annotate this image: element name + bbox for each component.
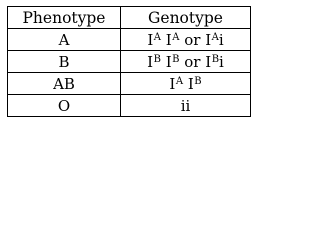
header-row [8,7,251,29]
phenotype-cell: O [8,95,121,117]
allele-symbol: $I^A$ [205,30,219,49]
genotype-text: i [219,52,224,71]
table-row [8,51,251,73]
phenotype-cell: B [8,51,121,73]
blood-type-table [7,6,251,117]
genotype-cell [121,73,251,95]
allele-symbol: $I^B$ [165,52,180,71]
genotype-text [161,53,166,71]
genotype-text: or [179,30,206,49]
allele-superscript: A [175,75,184,87]
phenotype-cell: A [8,29,121,51]
genotype-text: i [218,30,224,49]
genotype-formula [181,98,191,114]
genotype-cell [121,29,251,51]
genotype-cell [121,51,251,73]
header-genotype: Genotype [121,7,251,29]
table-body [8,29,251,117]
table-row [8,73,251,95]
genotype-formula [169,76,201,92]
allele-superscript: B [194,75,202,87]
table-row [8,29,251,51]
allele-superscript: B [172,53,180,65]
allele-symbol: $I^B$ [187,74,202,93]
allele-symbol: $I^A$ [169,74,184,93]
phenotype-cell: AB [8,73,121,95]
genotype-text: ii [180,96,191,115]
genotype-text: or [179,52,206,71]
allele-symbol: $I^B$ [205,52,220,71]
genotype-formula [147,32,223,48]
table-row [8,95,251,117]
allele-symbol: $I^B$ [147,52,161,71]
allele-superscript: B [211,53,220,65]
genotype-cell [121,95,251,117]
allele-symbol: $I^A$ [147,30,161,49]
allele-superscript: A [153,31,161,43]
header-phenotype: Phenotype [8,7,121,29]
allele-superscript: B [153,53,161,65]
allele-symbol: $I^A$ [165,30,180,49]
allele-superscript: A [172,31,180,43]
allele-superscript: A [211,31,219,43]
genotype-formula [147,54,224,70]
